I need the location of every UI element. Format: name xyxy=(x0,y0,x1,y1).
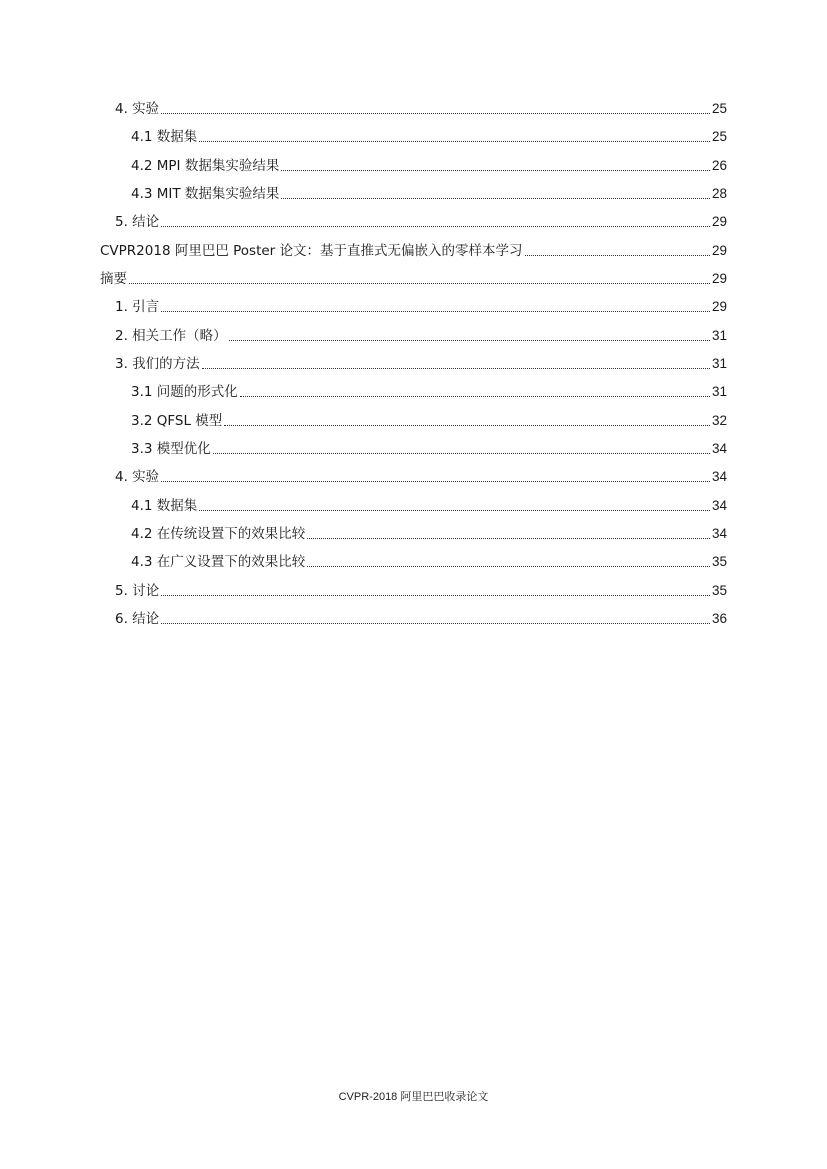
toc-entry-6-conclusion[interactable] xyxy=(115,609,727,629)
toc-entry-4-3-generalized[interactable] xyxy=(131,552,727,572)
toc-entry-label: 4.3 MIT 数据集实验结果 xyxy=(131,186,280,202)
toc-entry-page: 34 xyxy=(711,441,727,456)
toc-leader-dots xyxy=(199,141,710,142)
toc-entry-label: 4.1 数据集 xyxy=(131,129,198,145)
toc-entry-4-1-dataset[interactable] xyxy=(131,127,727,147)
toc-leader-dots xyxy=(202,368,710,369)
toc-entry-page: 31 xyxy=(711,384,727,399)
toc-entry-label: 4.2 在传统设置下的效果比较 xyxy=(131,526,306,542)
toc-entry-4-2-conventional[interactable] xyxy=(131,524,727,544)
toc-entry-page: 31 xyxy=(711,356,727,371)
toc-entry-page: 29 xyxy=(711,299,727,314)
toc-leader-dots xyxy=(307,538,710,539)
toc-entry-page: 32 xyxy=(711,413,727,428)
toc-entry-label: 6. 结论 xyxy=(115,611,160,627)
toc-entry-5-conclusion[interactable] xyxy=(115,212,727,232)
toc-entry-abstract[interactable] xyxy=(100,269,727,289)
toc-entry-label: 2. 相关工作（略） xyxy=(115,328,227,344)
toc-entry-3-2-qfsl-model[interactable] xyxy=(131,411,727,431)
toc-entry-label: 3.3 模型优化 xyxy=(131,441,211,457)
toc-entry-label: 4.1 数据集 xyxy=(131,498,198,514)
toc-leader-dots xyxy=(161,595,710,596)
toc-entry-3-our-method[interactable] xyxy=(115,354,727,374)
toc-leader-dots xyxy=(525,255,710,256)
toc-entry-3-3-optimization[interactable] xyxy=(131,439,727,459)
toc-leader-dots xyxy=(229,340,710,341)
toc-entry-page: 36 xyxy=(711,611,727,626)
toc-entry-4-experiments[interactable] xyxy=(115,99,727,119)
toc-entry-cvpr2018-paper[interactable] xyxy=(100,241,727,261)
toc-entry-page: 28 xyxy=(711,186,727,201)
toc-leader-dots xyxy=(161,311,710,312)
toc-entry-label: 4. 实验 xyxy=(115,469,160,485)
toc-entry-page: 25 xyxy=(711,129,727,144)
toc-entry-page: 29 xyxy=(711,271,727,286)
toc-entry-page: 29 xyxy=(711,243,727,258)
toc-entry-label: 3.1 问题的形式化 xyxy=(131,384,238,400)
toc-entry-label: 4.3 在广义设置下的效果比较 xyxy=(131,554,306,570)
toc-leader-dots xyxy=(240,396,710,397)
toc-entry-page: 25 xyxy=(711,101,727,116)
toc-entry-page: 29 xyxy=(711,214,727,229)
toc-leader-dots xyxy=(161,623,710,624)
toc-entry-4-1-dataset-b[interactable] xyxy=(131,496,727,516)
toc-leader-dots xyxy=(161,113,710,114)
toc-entry-label: CVPR2018 阿里巴巴 Poster 论文：基于直推式无偏嵌入的零样本学习 xyxy=(100,243,523,259)
toc-entry-label: 摘要 xyxy=(100,271,127,287)
toc-entry-5-discussion[interactable] xyxy=(115,581,727,601)
toc-leader-dots xyxy=(224,425,710,426)
toc-entry-page: 31 xyxy=(711,328,727,343)
toc-entry-4-2-mpi-results[interactable] xyxy=(131,156,727,176)
toc-leader-dots xyxy=(307,566,710,567)
toc-leader-dots xyxy=(281,170,710,171)
toc-entry-label: 3.2 QFSL 模型 xyxy=(131,413,223,429)
toc-entry-label: 3. 我们的方法 xyxy=(115,356,200,372)
toc-leader-dots xyxy=(129,283,710,284)
toc-entry-label: 4.2 MPI 数据集实验结果 xyxy=(131,158,280,174)
toc-entry-4-experiments-b[interactable] xyxy=(115,467,727,487)
toc-entry-page: 35 xyxy=(711,583,727,598)
toc-leader-dots xyxy=(213,453,710,454)
toc-entry-page: 34 xyxy=(711,469,727,484)
toc-entry-4-3-mit-results[interactable] xyxy=(131,184,727,204)
toc-leader-dots xyxy=(161,226,710,227)
toc-entry-label: 5. 讨论 xyxy=(115,583,160,599)
toc-entry-3-1-formalization[interactable] xyxy=(131,382,727,402)
toc-entry-page: 35 xyxy=(711,554,727,569)
toc-entry-page: 34 xyxy=(711,526,727,541)
toc-leader-dots xyxy=(199,510,710,511)
toc-entry-label: 4. 实验 xyxy=(115,101,160,117)
toc-leader-dots xyxy=(161,481,710,482)
toc-entry-2-related-work[interactable] xyxy=(115,326,727,346)
toc-entry-label: 1. 引言 xyxy=(115,299,160,315)
toc-entry-page: 34 xyxy=(711,498,727,513)
toc-entry-1-introduction[interactable] xyxy=(115,297,727,317)
toc-leader-dots xyxy=(281,198,710,199)
page-footer: CVPR-2018 阿里巴巴收录论文 xyxy=(338,1091,489,1103)
toc-entry-page: 26 xyxy=(711,158,727,173)
toc-entry-label: 5. 结论 xyxy=(115,214,160,230)
